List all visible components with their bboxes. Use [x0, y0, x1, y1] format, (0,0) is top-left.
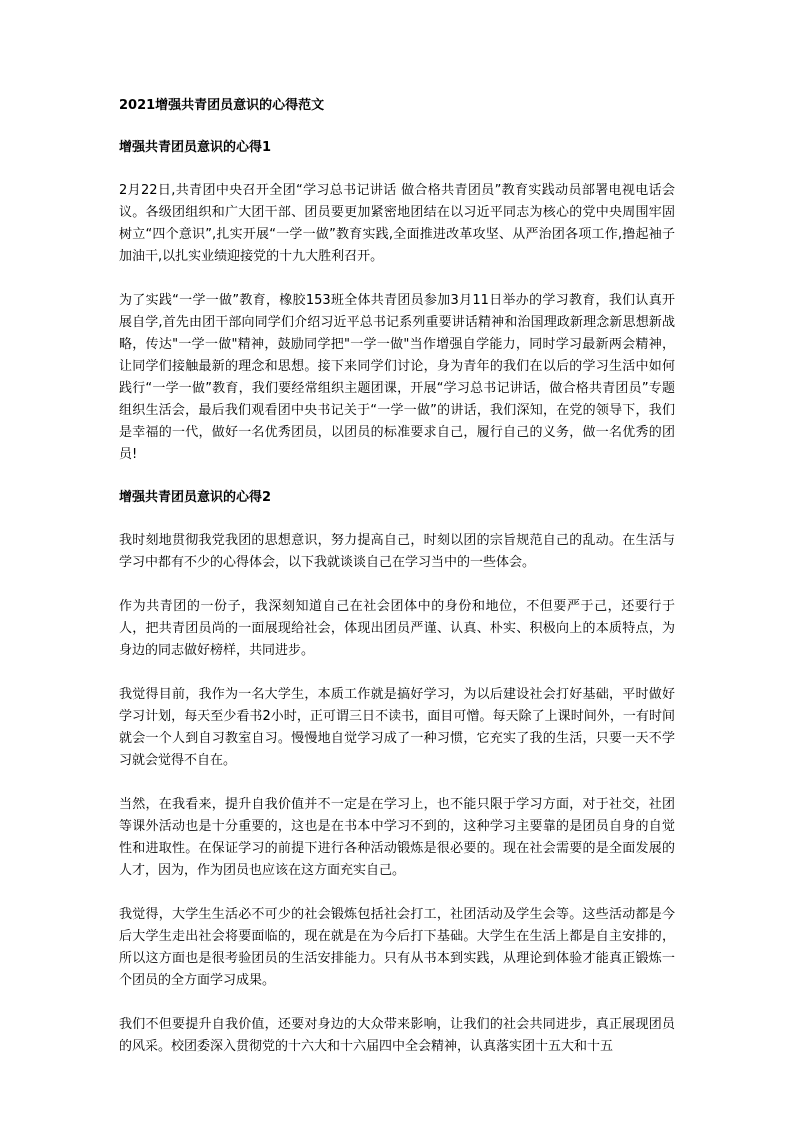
document-page: [119, 96, 675, 1080]
document-title: 2021增强共青团员意识的心得范文: [119, 98, 325, 113]
paragraph: 为了实践“一学一做”教育，橡胶153班全体共青团员参加3月11日举办的学习教育，我们认真开展自学,首先由团干部向同学们介绍习近平总书记系列重要讲话精神和治国理政新理念新思想新战略，传达"一学一做"精神，鼓励同学把"一学一做"当作增强自学能力，同时学习最新两会精神，让同学们接触最新的理念和思想。接下来同学们讨论，身为青年的我们在以后的学习生活中如何践行“一学一做”教育，我们要经常组织主题团课，开展“学习总书记讲话，做合格共青团员”专题组织生活会，最后我们观看团中央书记关于“一学一做”的讲话，我们深知，在党的领导下，我们是幸福的一代，做好一名优秀团员，以团员的标准要求自己，履行自己的义务，做一名优秀的团员!: [119, 293, 675, 462]
paragraph: 当然，在我看来，提升自我价值并不一定是在学习上，也不能只限于学习方面，对于社交，社团等课外活动也是十分重要的，这也是在书本中学习不到的，这种学习主要靠的是团员自身的自觉性和进取性。在保证学习的前提下进行各种活动锻炼是很必要的。现在社会需要的是全面发展的人才，因为，作为团员也应该在这方面充实自己。: [119, 797, 675, 878]
paragraph: 我觉得目前，我作为一名大学生，本质工作就是搞好学习，为以后建设社会打好基础，平时做好学习计划，每天至少看书2小时，正可谓三日不读书，面目可憎。每天除了上课时间外，一有时间就会一个人到自习教室自习。慢慢地自觉学习成了一种习惯，它充实了我的生活，只要一天不学习就会觉得不自在。: [119, 687, 675, 768]
paragraph: 2月22日,共青团中央召开全团“学习总书记讲话 做合格共青团员”教育实践动员部署电视电话会议。各级团组织和广大团干部、团员要更加紧密地团结在以习近平同志为核心的党中央周围牢固树立“四个意识”,扎实开展“一学一做”教育实践,全面推进改革攻坚、从严治团各项工作,撸起袖子加油干,以扎实业绩迎接党的十九大胜利召开。: [119, 183, 675, 264]
paragraph: 作为共青团的一份子，我深刻知道自己在社会团体中的身份和地位，不但要严于己，还要行于人，把共青团员尚的一面展现给社会，体现出团员严谨、认真、朴实、积极向上的本质特点，为身边的同志做好榜样，共同进步。: [119, 599, 675, 658]
paragraph: 我们不但要提升自我价值，还要对身边的大众带来影响，让我们的社会共同进步，真正展现团员的风采。校团委深入贯彻党的十六大和十六届四中全会精神，认真落实团十五大和十五: [119, 1017, 675, 1054]
paragraph: 我时刻地贯彻我党我团的思想意识，努力提高自己，时刻以团的宗旨规范自己的乱动。在生活与学习中都有不少的心得体会，以下我就谈谈自己在学习当中的一些体会。: [119, 533, 675, 570]
section-heading-1: 增强共青团员意识的心得1: [119, 140, 272, 155]
paragraph: 我觉得，大学生生活必不可少的社会锻炼包括社会打工，社团活动及学生会等。这些活动都是今后大学生走出社会将要面临的，现在就是在为今后打下基础。大学生在生活上都是自主安排的，所以这方面也是很考验团员的生活安排能力。只有从书本到实践，从理论到体验才能真正锻炼一个团员的全方面学习成果。: [119, 907, 675, 988]
section-heading-2: 增强共青团员意识的心得2: [119, 490, 272, 505]
